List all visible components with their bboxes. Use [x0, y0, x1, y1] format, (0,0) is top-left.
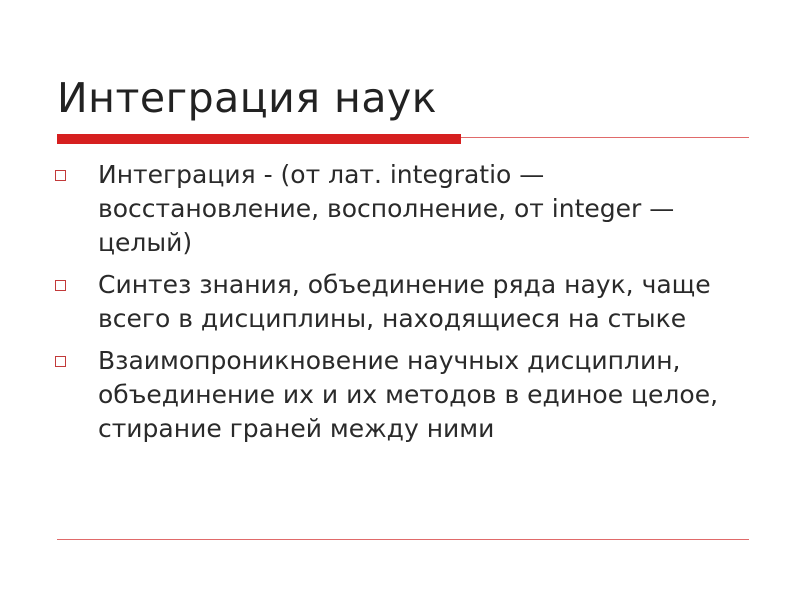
- slide-title: Интеграция наук: [57, 74, 437, 122]
- bullet-item-2: [51, 268, 751, 336]
- square-bullet-icon: [55, 280, 66, 291]
- bullet-item-3: [51, 344, 751, 446]
- title-underline-accent: [57, 134, 461, 144]
- bullet-list: [51, 158, 751, 454]
- bottom-divider: [57, 539, 749, 540]
- bullet-text-1: Интеграция - (от лат. integratio — восстановление, восполнение, от integer — целый): [98, 160, 675, 257]
- bullet-text-2: Синтез знания, объединение ряда наук, чаще всего в дисциплины, находящиеся на стыке: [98, 270, 711, 333]
- bullet-item-1: [51, 158, 751, 260]
- bullet-text-3: Взаимопроникновение научных дисциплин, объединение их и их методов в единое целое, стирание граней между ними: [98, 346, 719, 443]
- square-bullet-icon: [55, 356, 66, 367]
- square-bullet-icon: [55, 170, 66, 181]
